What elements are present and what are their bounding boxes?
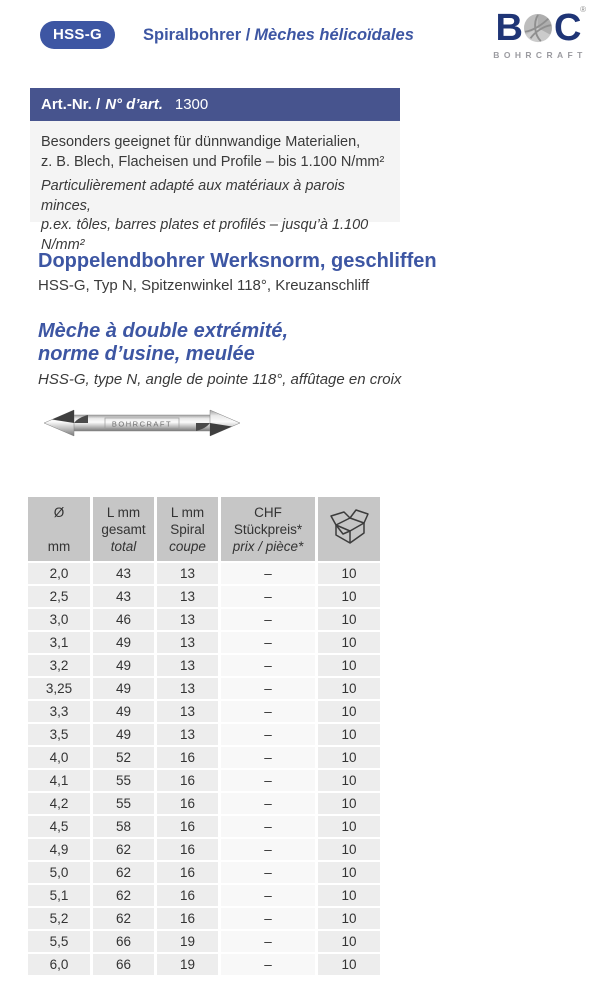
cell-price: – xyxy=(221,793,315,814)
cell-diameter: 2,5 xyxy=(28,586,90,607)
cell-length-spiral: 16 xyxy=(157,747,218,768)
header-length-spiral-l2: Spiral xyxy=(170,521,205,537)
description-fr-line1: Particulièrement adapté aux matériaux à parois minces, xyxy=(41,178,345,214)
header-length-spiral-l1: L mm xyxy=(170,504,205,520)
page-title-fr: Mèches hélicoïdales xyxy=(254,25,414,44)
product-subtitle-de: HSS-G, Typ N, Spitzenwinkel 118°, Kreuzanschliff xyxy=(38,277,370,294)
header-diameter-spacer xyxy=(30,521,88,538)
header-diameter-symbol: Ø xyxy=(53,504,65,520)
cell-diameter: 4,5 xyxy=(28,816,90,837)
drill-stamp-label: BOHRCRAFT xyxy=(111,419,173,429)
table-row xyxy=(28,632,380,653)
cell-price: – xyxy=(221,931,315,952)
col-header-length-total xyxy=(93,497,154,561)
cell-length-total: 66 xyxy=(93,931,154,952)
cell-length-total: 49 xyxy=(93,632,154,653)
product-title-de: Doppelendbohrer Werksnorm, geschliffen xyxy=(38,250,437,272)
cell-diameter: 5,0 xyxy=(28,862,90,883)
cell-length-spiral: 13 xyxy=(157,678,218,699)
cell-price: – xyxy=(221,954,315,975)
cell-length-total: 46 xyxy=(93,609,154,630)
cell-price: – xyxy=(221,563,315,584)
table-row xyxy=(28,609,380,630)
logo-letters xyxy=(488,5,588,49)
cell-pack: 10 xyxy=(318,862,380,883)
cell-pack: 10 xyxy=(318,793,380,814)
cell-length-total: 49 xyxy=(93,701,154,722)
cell-pack: 10 xyxy=(318,724,380,745)
cell-pack: 10 xyxy=(318,563,380,584)
cell-diameter: 3,25 xyxy=(28,678,90,699)
table-row xyxy=(28,770,380,791)
page-title-de: Spiralbohrer / xyxy=(143,25,251,44)
description-fr-line2: p.ex. tôles, barres plates et profilés – jusqu’à 1.100 N/mm² xyxy=(41,217,369,253)
cell-length-total: 55 xyxy=(93,793,154,814)
header-price-l2: Stückpreis* xyxy=(233,521,303,537)
description-box xyxy=(30,121,400,253)
cell-length-spiral: 13 xyxy=(157,586,218,607)
cell-diameter: 5,2 xyxy=(28,908,90,929)
cell-diameter: 2,0 xyxy=(28,563,90,584)
header-price-l3: prix / pièce* xyxy=(232,538,304,554)
box-icon xyxy=(326,507,372,549)
table-row xyxy=(28,586,380,607)
cell-price: – xyxy=(221,701,315,722)
table-row xyxy=(28,724,380,745)
cell-length-spiral: 16 xyxy=(157,885,218,906)
cell-pack: 10 xyxy=(318,885,380,906)
cell-diameter: 4,0 xyxy=(28,747,90,768)
spec-table xyxy=(25,495,383,977)
cell-pack: 10 xyxy=(318,770,380,791)
cell-pack: 10 xyxy=(318,839,380,860)
cell-length-spiral: 16 xyxy=(157,908,218,929)
cell-price: – xyxy=(221,885,315,906)
cell-length-spiral: 16 xyxy=(157,793,218,814)
cell-pack: 10 xyxy=(318,632,380,653)
cell-length-total: 43 xyxy=(93,586,154,607)
cell-length-total: 62 xyxy=(93,908,154,929)
cell-length-spiral: 16 xyxy=(157,862,218,883)
cell-diameter: 4,2 xyxy=(28,793,90,814)
cell-price: – xyxy=(221,609,315,630)
header-length-total-l1: L mm xyxy=(106,504,141,520)
article-label-de: Art.-Nr. / xyxy=(41,96,101,113)
cell-pack: 10 xyxy=(318,701,380,722)
page-title xyxy=(143,26,414,45)
cell-diameter: 4,1 xyxy=(28,770,90,791)
table-row xyxy=(28,655,380,676)
description-de-line1: Besonders geeignet für dünnwandige Materialien, xyxy=(41,134,361,150)
cell-diameter: 3,2 xyxy=(28,655,90,676)
cell-price: – xyxy=(221,586,315,607)
cell-price: – xyxy=(221,724,315,745)
article-number-bar xyxy=(30,88,400,121)
cell-length-total: 49 xyxy=(93,724,154,745)
header-length-total-l3: total xyxy=(110,538,137,554)
header-diameter-unit: mm xyxy=(47,538,71,554)
cell-length-total: 55 xyxy=(93,770,154,791)
cell-price: – xyxy=(221,678,315,699)
table-row xyxy=(28,747,380,768)
cell-diameter: 4,9 xyxy=(28,839,90,860)
description-fr xyxy=(41,177,394,255)
table-row xyxy=(28,563,380,584)
cell-price: – xyxy=(221,655,315,676)
cell-length-total: 62 xyxy=(93,839,154,860)
cell-length-total: 62 xyxy=(93,885,154,906)
col-header-diameter xyxy=(28,497,90,561)
product-title-fr-line2: norme d’usine, meulée xyxy=(38,343,255,365)
cell-length-spiral: 13 xyxy=(157,609,218,630)
cell-pack: 10 xyxy=(318,908,380,929)
cell-diameter: 5,5 xyxy=(28,931,90,952)
col-header-length-spiral xyxy=(157,497,218,561)
cell-diameter: 3,3 xyxy=(28,701,90,722)
cell-pack: 10 xyxy=(318,586,380,607)
cell-length-spiral: 13 xyxy=(157,655,218,676)
cell-length-total: 66 xyxy=(93,954,154,975)
cell-length-spiral: 13 xyxy=(157,724,218,745)
cell-pack: 10 xyxy=(318,931,380,952)
cell-pack: 10 xyxy=(318,655,380,676)
cell-length-spiral: 19 xyxy=(157,931,218,952)
cell-pack: 10 xyxy=(318,609,380,630)
cell-length-spiral: 16 xyxy=(157,770,218,791)
logo-letter-b: B xyxy=(495,7,522,49)
cell-length-spiral: 13 xyxy=(157,563,218,584)
cell-price: – xyxy=(221,816,315,837)
header-price-l1: CHF xyxy=(254,504,282,520)
cell-pack: 10 xyxy=(318,954,380,975)
logo-letter-c: C xyxy=(554,7,581,49)
description-de-line2: z. B. Blech, Flacheisen und Profile – bis 1.100 N/mm² xyxy=(41,153,385,170)
table-row xyxy=(28,839,380,860)
logo-wordmark: BOHRCRAFT xyxy=(493,50,587,60)
cell-price: – xyxy=(221,908,315,929)
cell-length-total: 62 xyxy=(93,862,154,883)
table-row xyxy=(28,954,380,975)
description-de xyxy=(41,133,394,172)
cell-length-total: 52 xyxy=(93,747,154,768)
cell-pack: 10 xyxy=(318,747,380,768)
product-block xyxy=(38,249,578,390)
drill-bit-image xyxy=(42,406,242,440)
product-subtitle-fr: HSS-G, type N, angle de pointe 118°, affûtage en croix xyxy=(38,371,402,388)
logo-sphere-icon xyxy=(523,13,553,43)
cell-diameter: 3,0 xyxy=(28,609,90,630)
table-row xyxy=(28,908,380,929)
hss-g-badge: HSS-G xyxy=(40,21,115,49)
cell-price: – xyxy=(221,839,315,860)
cell-length-spiral: 13 xyxy=(157,632,218,653)
article-number: 1300 xyxy=(174,96,209,113)
cell-price: – xyxy=(221,747,315,768)
registered-mark: ® xyxy=(580,5,586,14)
cell-price: – xyxy=(221,632,315,653)
cell-diameter: 5,1 xyxy=(28,885,90,906)
col-header-price xyxy=(221,497,315,561)
table-row xyxy=(28,678,380,699)
cell-price: – xyxy=(221,770,315,791)
cell-diameter: 6,0 xyxy=(28,954,90,975)
cell-length-spiral: 16 xyxy=(157,839,218,860)
cell-price: – xyxy=(221,862,315,883)
table-row xyxy=(28,862,380,883)
table-row xyxy=(28,931,380,952)
cell-length-total: 43 xyxy=(93,563,154,584)
cell-pack: 10 xyxy=(318,678,380,699)
col-header-pack xyxy=(318,497,380,561)
cell-length-spiral: 16 xyxy=(157,816,218,837)
cell-diameter: 3,1 xyxy=(28,632,90,653)
article-label-fr: N° d’art. xyxy=(105,96,163,113)
product-title-fr-line1: Mèche à double extrémité, xyxy=(38,320,289,342)
cell-diameter: 3,5 xyxy=(28,724,90,745)
cell-length-spiral: 19 xyxy=(157,954,218,975)
table-header-row xyxy=(28,497,380,561)
cell-pack: 10 xyxy=(318,816,380,837)
table-row xyxy=(28,885,380,906)
product-title-fr xyxy=(38,320,578,366)
table-row xyxy=(28,701,380,722)
bohrcraft-logo xyxy=(488,5,588,60)
header-length-spiral-l3: coupe xyxy=(169,538,206,554)
cell-length-spiral: 13 xyxy=(157,701,218,722)
cell-length-total: 58 xyxy=(93,816,154,837)
header-length-total-l2: gesamt xyxy=(101,521,146,537)
cell-length-total: 49 xyxy=(93,655,154,676)
table-row xyxy=(28,816,380,837)
table-row xyxy=(28,793,380,814)
page-header xyxy=(40,21,414,49)
cell-length-total: 49 xyxy=(93,678,154,699)
